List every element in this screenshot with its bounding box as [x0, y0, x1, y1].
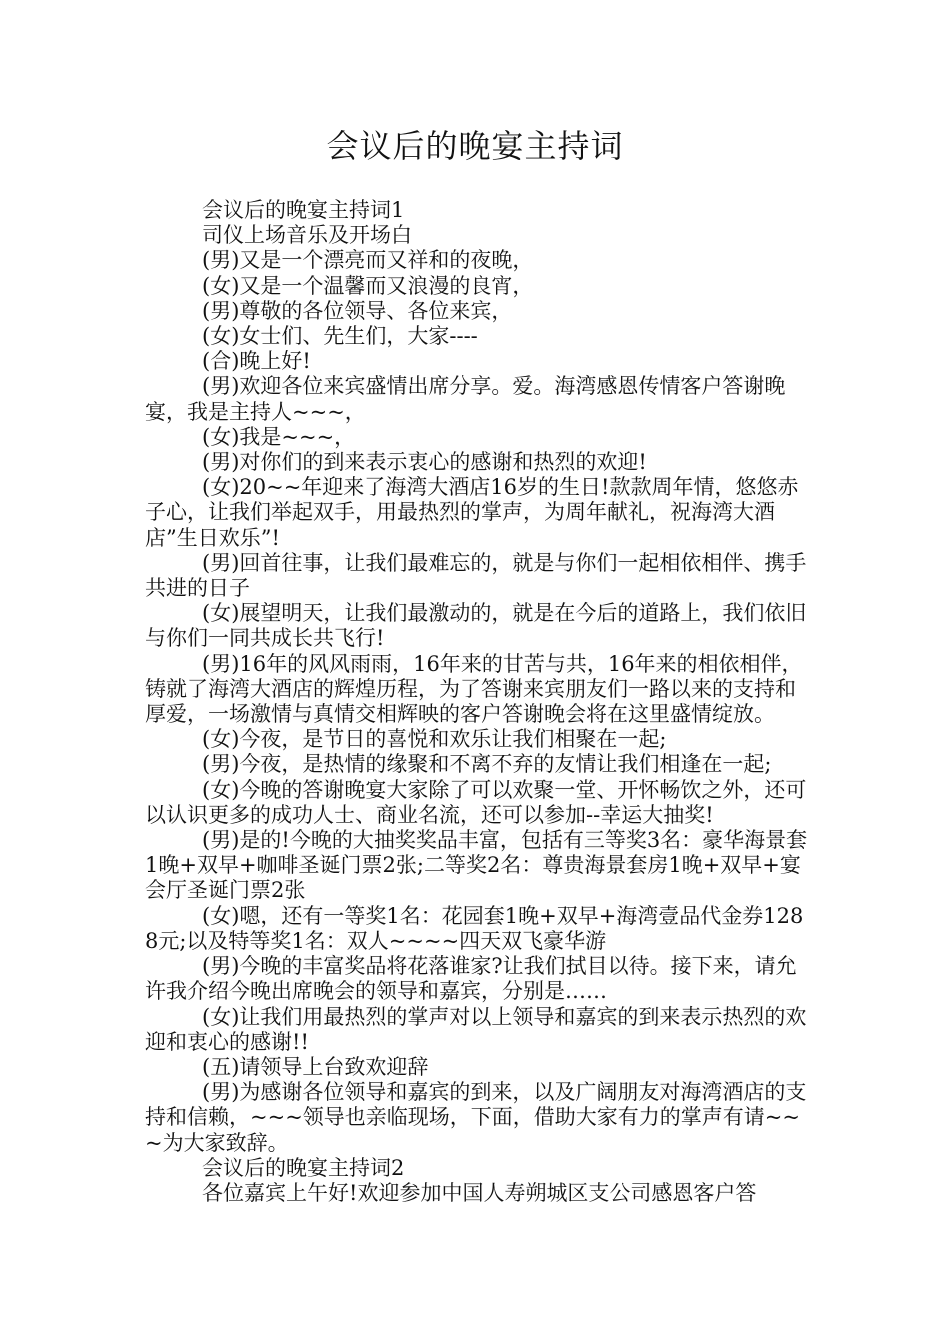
paragraph: (女)20~~年迎来了海湾大酒店16岁的生日!款款周年情，悠悠赤子心，让我们举起双手，用最热烈的掌声，为周年献礼，祝海湾大酒店”生日欢乐”! — [145, 475, 799, 550]
document-body — [145, 198, 813, 1206]
paragraph: (女)我是~~~， — [202, 424, 356, 449]
paragraph: (男)今晚的丰富奖品将花落谁家?让我们拭目以待。接下来，请允许我介绍今晚出席晚会的领导和嘉宾，分别是…… — [145, 954, 797, 1004]
paragraph: (男)欢迎各位来宾盛情出席分享。爱。海湾感恩传情客户答谢晚宴，我是主持人~~~， — [145, 374, 786, 424]
paragraph: (女)今夜，是节日的喜悦和欢乐让我们相聚在一起; — [202, 727, 667, 752]
paragraph: (女)让我们用最热烈的掌声对以上领导和嘉宾的到来表示热烈的欢迎和衷心的感谢!! — [145, 1004, 807, 1054]
paragraph: (女)今晚的答谢晚宴大家除了可以欢聚一堂、开怀畅饮之外，还可以认识更多的成功人士、商业名流，还可以参加--幸运大抽奖! — [145, 777, 807, 827]
paragraph: (男)又是一个漂亮而又祥和的夜晚， — [202, 248, 534, 273]
paragraph: (合)晚上好! — [202, 349, 311, 374]
paragraph: 会议后的晚宴主持词1 — [202, 198, 405, 222]
paragraph: (男)为感谢各位领导和嘉宾的到来，以及广阔朋友对海湾酒店的支持和信赖，~~~领导也亲临现场，下面，借助大家有力的掌声有请~~~为大家致辞。 — [145, 1080, 807, 1155]
paragraph: (女)又是一个温馨而又浪漫的良宵， — [202, 273, 534, 298]
paragraph: 司仪上场音乐及开场白 — [202, 223, 412, 248]
paragraph: (男)16年的风风雨雨，16年来的甘苦与共，16年来的相依相伴，铸就了海湾大酒店的辉煌历程，为了答谢来宾朋友们一路以来的支持和厚爱，一场激情与真情交相辉映的客户答谢晚会将在这里盛情绽放。 — [145, 651, 803, 727]
paragraph: (五)请领导上台致欢迎辞 — [202, 1054, 429, 1079]
paragraph: (男)尊敬的各位领导、各位来宾， — [202, 298, 513, 323]
document-title: 会议后的晚宴主持词 — [326, 127, 624, 165]
paragraph: 会议后的晚宴主持词2 — [202, 1155, 405, 1180]
paragraph: 各位嘉宾上午好!欢迎参加中国人寿朔城区支公司感恩客户答 — [202, 1180, 757, 1205]
paragraph: (男)今夜，是热情的缘聚和不离不弃的友情让我们相逢在一起; — [202, 752, 772, 777]
paragraph: (男)回首往事，让我们最难忘的，就是与你们一起相依相伴、携手共进的日子 — [145, 550, 807, 601]
paragraph: (男)对你们的到来表示衷心的感谢和热烈的欢迎! — [202, 450, 647, 475]
paragraph: (女)展望明天，让我们最激动的，就是在今后的道路上，我们依旧与你们一同共成长共飞行! — [145, 601, 807, 651]
paragraph: (女)女士们、先生们，大家---- — [202, 324, 478, 349]
paragraph: (男)是的!今晚的大抽奖奖品丰富，包括有三等奖3名：豪华海景套1晚+双早+咖啡圣诞门票2张;二等奖2名：尊贵海景套房1晚+双早+宴会厅圣诞门票2张 — [145, 828, 808, 903]
paragraph: (女)嗯，还有一等奖1名：花园套1晚+双早+海湾壹品代金券1288元;以及特等奖1名：双人~~~~四天双飞豪华游 — [145, 903, 804, 953]
